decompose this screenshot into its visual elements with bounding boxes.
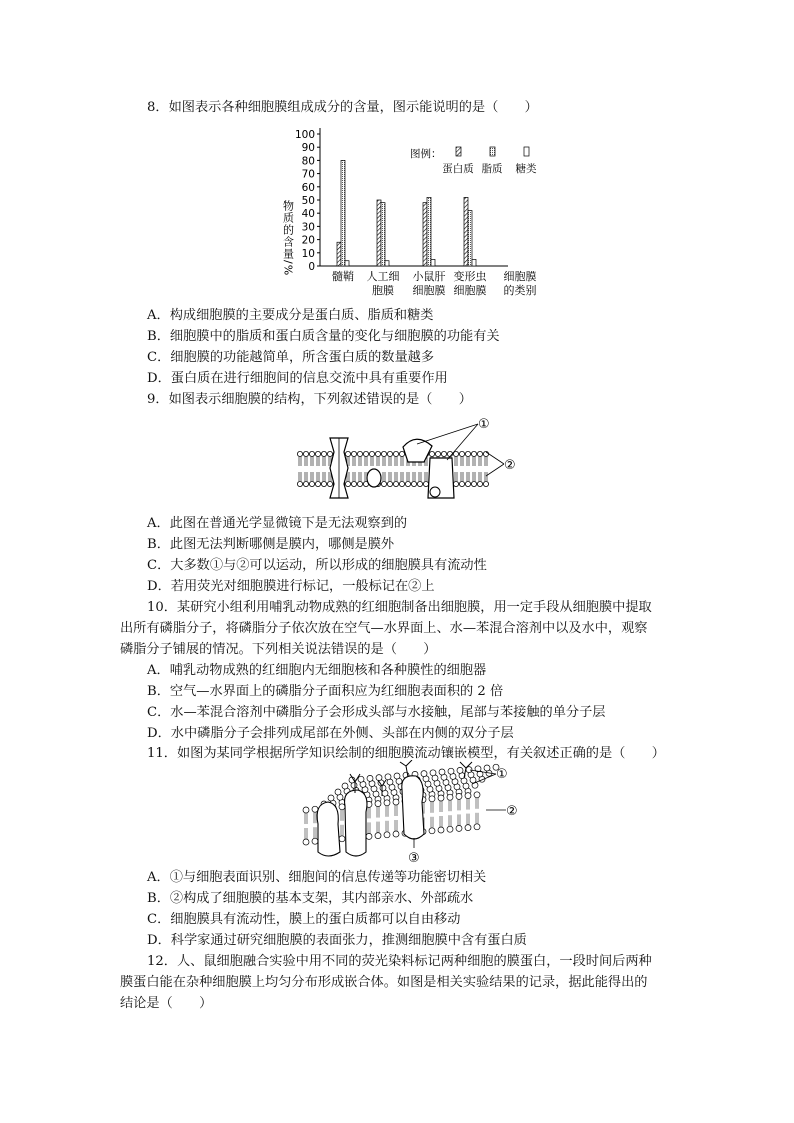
q8-option-a: A．构成细胞膜的主要成分是蛋白质、脂质和糖类	[147, 308, 434, 323]
q8-option-c: C．细胞膜的功能越简单，所含蛋白质的数量越多	[147, 350, 435, 365]
label-2: ②	[506, 804, 518, 819]
q11-stem: 11．如图为某同学根据所学知识绘制的细胞膜流动镶嵌模型，有关叙述正确的是（ ）	[147, 746, 665, 761]
y-axis-label: 物质的含量/%	[281, 200, 295, 277]
x-axis-label: 的类别	[503, 284, 537, 297]
q10-stem-line-1: 10．某研究小组利用哺乳动物成熟的红细胞制备出细胞膜，用一定手段从细胞膜中提取	[147, 600, 652, 615]
q9-option-b: B．此图无法判断哪侧是膜内，哪侧是膜外	[147, 537, 395, 552]
small-protein	[430, 487, 440, 497]
q10-stem-line-3: 磷脂分子铺展的情况。下列相关说法错误的是（ ）	[120, 642, 437, 657]
category-label: 髓鞘	[332, 270, 354, 283]
q12-stem-line-2: 膜蛋白能在杂种细胞膜上均匀分布形成嵌合体。如图是相关实验结果的记录，据此能得出的	[120, 975, 648, 990]
q12-stem-line-1: 12．人、鼠细胞融合实验中用不同的荧光染料标记两种细胞的膜蛋白，一段时间后两种	[147, 954, 652, 969]
category-label: 细胞膜	[453, 284, 487, 297]
y-tick-label: 90	[301, 142, 315, 155]
bar	[468, 211, 472, 266]
label-1: ①	[496, 767, 508, 782]
left-protein	[317, 802, 340, 856]
bar	[341, 160, 345, 266]
bar	[431, 259, 435, 266]
category-label: 人工细	[366, 270, 400, 283]
fluid-mosaic-diagram-q11	[300, 760, 530, 864]
y-tick-label: 70	[301, 168, 315, 181]
y-tick-label: 10	[301, 247, 315, 260]
y-tick-label: 30	[301, 221, 315, 234]
y-tick-label: 20	[301, 234, 315, 247]
q11-option-b: B．②构成了细胞膜的基本支架，其内部亲水、外部疏水	[147, 891, 474, 906]
q8-option-b: B．细胞膜中的脂质和蛋白质含量的变化与细胞膜的功能有关	[147, 329, 500, 344]
q11-option-c: C．细胞膜具有流动性，膜上的蛋白质都可以自由移动	[147, 912, 461, 927]
bar	[385, 261, 389, 266]
legend-swatch	[456, 147, 461, 156]
q10-option-b: B．空气—水界面上的磷脂分子面积应为红细胞表面积的 2 倍	[147, 684, 504, 699]
middle-protein	[345, 790, 367, 856]
membrane-diagram-q9	[290, 412, 530, 510]
y-tick-label: 40	[301, 208, 315, 221]
bar-chart	[280, 120, 560, 300]
q10-stem-line-2: 出所有磷脂分子，将磷脂分子依次放在空气—水界面上、水—苯混合溶剂中以及水中，观察	[120, 621, 648, 636]
y-tick-label: 0	[308, 261, 315, 273]
q9-option-a: A．此图在普通光学显微镜下是无法观察到的	[147, 516, 408, 531]
label-1: ①	[478, 417, 490, 432]
q11-option-d: D．科学家通过研究细胞膜的表面张力，推测细胞膜中含有蛋白质	[147, 933, 527, 948]
label-3: ③	[408, 851, 420, 864]
legend-label: 蛋白质	[442, 163, 474, 175]
legend-label: 脂质	[481, 163, 503, 175]
label-2: ②	[504, 458, 516, 473]
y-tick-label: 60	[301, 181, 315, 194]
bar	[337, 242, 341, 266]
q10-option-a: A．哺乳动物成熟的红细胞内无细胞核和各种膜性的细胞器	[147, 663, 487, 678]
bar	[427, 197, 431, 266]
q9-stem: 9．如图表示细胞膜的结构，下列叙述错误的是（ ）	[147, 392, 472, 407]
category-label: 小鼠肝	[412, 270, 446, 283]
bar	[377, 200, 381, 266]
q9-option-d: D．若用荧光对细胞膜进行标记，一般标记在②上	[147, 579, 435, 594]
legend-title: 图例：	[410, 148, 442, 160]
x-axis-label: 细胞膜	[503, 270, 537, 283]
q8-stem: 8．如图表示各种细胞膜组成成分的含量，图示能说明的是（ ）	[147, 100, 538, 115]
bar	[345, 261, 349, 266]
q9-option-c: C．大多数①与②可以运动，所以形成的细胞膜具有流动性	[147, 558, 487, 573]
y-tick-label: 50	[301, 195, 315, 207]
bar	[423, 203, 427, 266]
y-tick-label: 80	[301, 155, 315, 168]
bar	[381, 203, 385, 266]
y-tick-label: 100	[294, 129, 315, 141]
q10-option-c: C．水—苯混合溶剂中磷脂分子会形成头部与水接触，尾部与苯接触的单分子层	[147, 705, 606, 720]
category-label: 细胞膜	[412, 284, 446, 297]
peripheral-protein	[367, 469, 381, 487]
legend-swatch	[524, 147, 529, 156]
bar	[472, 259, 476, 266]
top-protein	[403, 439, 432, 462]
q12-stem-line-3: 结论是（ ）	[120, 996, 213, 1011]
bar	[464, 197, 468, 266]
q10-option-d: D．水中磷脂分子会排列成尾部在外侧、头部在内侧的双分子层	[147, 726, 514, 741]
legend-swatch	[490, 147, 495, 156]
category-label: 胞膜	[372, 284, 394, 297]
legend-label: 糖类	[515, 163, 537, 175]
right-protein	[402, 776, 424, 839]
q8-option-d: D．蛋白质在进行细胞间的信息交流中具有重要作用	[147, 371, 448, 386]
q11-option-a: A．①与细胞表面识别、细胞间的信息传递等功能密切相关	[147, 870, 487, 885]
category-label: 变形虫	[453, 270, 487, 283]
